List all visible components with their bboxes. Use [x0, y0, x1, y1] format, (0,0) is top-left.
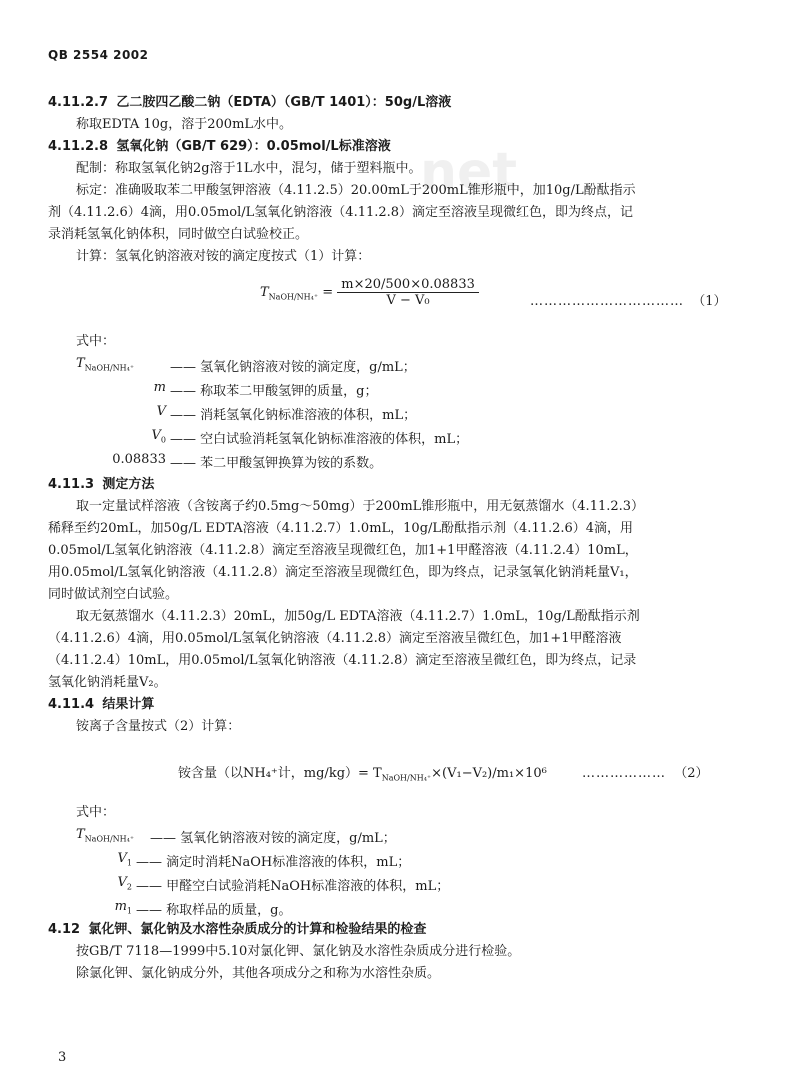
section-4-11-4-heading: [48, 696, 154, 714]
def-symbol: [76, 827, 146, 844]
symbol: T: [76, 356, 85, 371]
def-text: —— 氢氧化钠溶液对铵的滴定度，g/mL；: [150, 831, 396, 846]
naoh-calc-intro: 计算：氢氧化钠溶液对铵的滴定度按式（1）计算：: [76, 249, 371, 264]
edta-prep-text: 称取EDTA 10g，溶于200mL水中。: [76, 117, 293, 132]
def-text: —— 滴定时消耗NaOH标准溶液的体积，mL；: [136, 855, 411, 870]
def-symbol: [76, 899, 132, 916]
method-p1-line: 0.05mol/L氢氧化钠溶液（4.11.2.8）滴定至溶液呈现微红色，加1+1甲醛溶液（4.11.2.4）10mL，: [48, 543, 638, 558]
section-4-12-line-2: 除氯化钾、氯化钠成分外，其他各项成分之和称为水溶性杂质。: [76, 966, 441, 981]
leader-dots: ……………………………: [530, 294, 684, 309]
standard-header: QB 2554 2002: [48, 48, 149, 62]
method-p2-line: （4.11.2.6）4滴，用0.05mol/L氢氧化钠溶液（4.11.2.8）滴定至溶液呈微红色，加1+1甲醛溶液: [48, 631, 622, 646]
section-title: 测定方法: [102, 477, 155, 492]
section-title: 结果计算: [102, 697, 155, 712]
symbol-subscript: NaOH/NH₄⁺: [84, 834, 135, 844]
fraction-numerator: m×20/500×0.08833: [337, 277, 479, 293]
formula-2-number: [582, 762, 709, 781]
def-text: —— 甲醛空白试验消耗NaOH标准溶液的体积，mL；: [136, 879, 450, 894]
formula-1: [260, 277, 479, 308]
section-number: 4.11.2.7: [48, 95, 109, 110]
def-text: —— 称取样品的质量，g。: [136, 903, 292, 918]
formula-subscript: NaOH/NH₄⁺: [381, 773, 432, 783]
method-p2-line: 取无氨蒸馏水（4.11.2.3）20mL，加50g/L EDTA溶液（4.11.2.7）1.0mL，10g/L酚酞指示剂: [76, 609, 640, 624]
def-symbol: [76, 452, 166, 467]
symbol: V: [117, 851, 127, 866]
symbol-subscript: 0: [160, 435, 166, 445]
def-text: —— 称取苯二甲酸氢钾的质量，g；: [170, 384, 378, 399]
equation-label: （1）: [692, 294, 727, 309]
symbol-subscript: 2: [126, 882, 132, 892]
def-text: —— 空白试验消耗氢氧化钠标准溶液的体积，mL；: [170, 432, 469, 447]
section-4-11-3-heading: [48, 476, 154, 494]
def-symbol: [76, 428, 166, 445]
where-label: 式中：: [76, 805, 116, 820]
symbol: V: [117, 875, 127, 890]
def-text: —— 消耗氢氧化钠标准溶液的体积，mL；: [170, 408, 417, 423]
section-4-11-2-8-heading: [48, 138, 391, 156]
formula-rest: ×(V₁−V₂)/m₁×10⁶: [431, 766, 547, 781]
def-symbol: [76, 380, 166, 395]
naoh-prep-text: 配制：称取氢氧化钠2g溶于1L水中，混匀，储于塑料瓶中。: [76, 161, 422, 176]
symbol: m: [153, 380, 166, 395]
section-title: 氢氧化钠（GB/T 629）：0.05mol/L标准溶液: [116, 139, 391, 154]
section-4-12-line-1: 按GB/T 7118—1999中5.10对氯化钾、氯化钠及水溶性杂质成分进行检验。: [76, 944, 521, 959]
section-4-11-2-7-heading: [48, 94, 451, 112]
section-number: 4.12: [48, 922, 81, 937]
section-4-12-heading: [48, 921, 426, 939]
def-symbol: [76, 851, 132, 868]
section-title: 乙二胺四乙酸二钠（EDTA）（GB/T 1401）：50g/L溶液: [116, 95, 452, 110]
fraction-denominator: V − V₀: [386, 293, 430, 308]
equation-label: （2）: [674, 766, 709, 781]
symbol: T: [76, 827, 85, 842]
leader-dots: ………………: [582, 766, 666, 781]
naoh-calib-line-2: 剂（4.11.2.6）4滴，用0.05mol/L氢氧化钠溶液（4.11.2.8）滴定至溶液呈现微红色，即为终点，记: [48, 205, 634, 220]
section-number: 4.11.2.8: [48, 139, 109, 154]
formula-text: 铵含量（以NH₄⁺计，mg/kg）= T: [178, 766, 382, 781]
def-symbol: [76, 404, 166, 419]
formula-subscript: NaOH/NH₄⁺: [268, 292, 319, 302]
naoh-calib-line-1: 标定：准确吸取苯二甲酸氢钾溶液（4.11.2.5）20.00mL于200mL锥形瓶中，加10g/L酚酞指示: [76, 183, 636, 198]
equals-sign: =: [318, 285, 338, 300]
section-number: 4.11.3: [48, 477, 95, 492]
symbol: V: [156, 404, 166, 419]
formula-symbol: T: [260, 285, 269, 300]
formula-1-number: [530, 290, 727, 309]
method-p1-line: 稀释至约20mL，加50g/L EDTA溶液（4.11.2.7）1.0mL，10g/L酚酞指示剂（4.11.2.6）4滴，用: [48, 521, 634, 536]
method-p2-line: （4.11.2.4）10mL，用0.05mol/L氢氧化钠溶液（4.11.2.8）滴定至溶液呈微红色，即为终点，记录: [48, 653, 637, 668]
symbol: m: [114, 899, 127, 914]
def-text: —— 苯二甲酸氢钾换算为铵的系数。: [170, 456, 383, 471]
def-symbol: [76, 356, 166, 373]
symbol: V: [151, 428, 161, 443]
page-number: 3: [58, 1050, 67, 1065]
naoh-calib-line-3: 录消耗氢氧化钠体积，同时做空白试验校正。: [48, 227, 309, 242]
method-p2-line: 氢氧化钠消耗量V₂。: [48, 675, 167, 690]
symbol-subscript: NaOH/NH₄⁺: [84, 363, 135, 373]
section-title: 氯化钾、氯化钠及水溶性杂质成分的计算和检验结果的检查: [88, 922, 427, 937]
fraction: [337, 277, 479, 308]
watermark: net: [420, 142, 518, 202]
symbol-subscript: 1: [126, 906, 132, 916]
method-p1-line: 取一定量试样溶液（含铵离子约0.5mg～50mg）于200mL锥形瓶中，用无氨蒸馏水（4.11.2.3）: [76, 499, 645, 514]
symbol: 0.08833: [112, 452, 166, 467]
def-text: —— 氢氧化钠溶液对铵的滴定度，g/mL；: [170, 360, 416, 375]
formula-2: [178, 762, 547, 783]
method-p1-line: 同时做试剂空白试验。: [48, 587, 179, 602]
def-symbol: [76, 875, 132, 892]
result-calc-intro: 铵离子含量按式（2）计算：: [76, 719, 241, 734]
where-label: 式中：: [76, 334, 116, 349]
symbol-subscript: 1: [126, 858, 132, 868]
section-number: 4.11.4: [48, 697, 95, 712]
method-p1-line: 用0.05mol/L氢氧化钠溶液（4.11.2.8）滴定至溶液呈现微红色，即为终点，记录氢氧化钠消耗量V₁，: [48, 565, 638, 580]
